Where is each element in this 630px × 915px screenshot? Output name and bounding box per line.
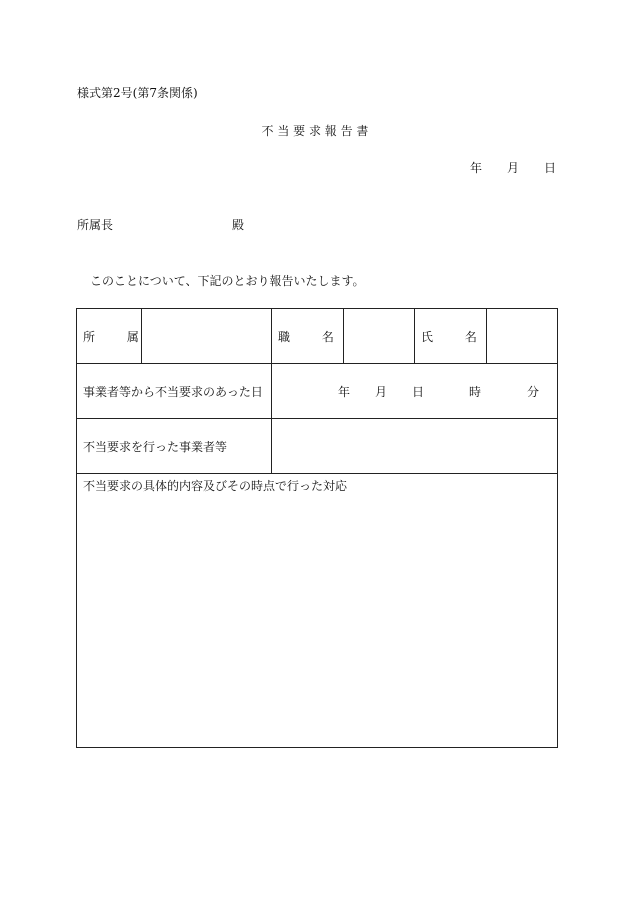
form-number: 様式第2号(第7条関係) <box>77 86 198 100</box>
affiliation-label-cell <box>77 309 153 364</box>
month-unit: 月 <box>507 161 520 175</box>
addressee-line <box>77 218 245 232</box>
name-label-cell <box>415 309 491 364</box>
year-unit: 年 <box>470 161 483 175</box>
details-label: 不当要求の具体的内容及びその時点で行った対応 <box>83 479 348 493</box>
datetime-input-cell[interactable] <box>272 364 558 419</box>
affiliation-input-cell[interactable] <box>142 309 272 364</box>
dt-month-unit: 月 <box>375 384 388 399</box>
job-title-input-cell[interactable] <box>344 309 415 364</box>
name-input-cell[interactable] <box>487 309 558 364</box>
addressee-label: 所属長 <box>77 218 114 232</box>
dt-minute-unit: 分 <box>527 384 540 399</box>
business-label: 不当要求を行った事業者等 <box>83 439 228 454</box>
datetime-label: 事業者等から不当要求のあった日 <box>83 384 263 399</box>
details-cell[interactable] <box>77 474 558 748</box>
business-label-cell <box>77 419 272 474</box>
datetime-label-cell <box>77 364 272 419</box>
report-table <box>76 308 558 748</box>
intro-text: このことについて、下記のとおり報告いたします。 <box>90 274 365 288</box>
job-title-label-cell <box>272 309 348 364</box>
business-input-cell[interactable] <box>272 419 558 474</box>
dt-hour-unit: 時 <box>469 384 482 399</box>
addressee-honorific: 殿 <box>232 218 245 232</box>
name-label: 氏 名 <box>421 329 491 344</box>
day-unit: 日 <box>544 161 557 175</box>
affiliation-label: 所 属 <box>83 329 153 344</box>
document-title: 不 当 要 求 報 告 書 <box>261 124 369 138</box>
report-date-line <box>470 161 556 175</box>
job-title-label: 職 名 <box>278 329 348 344</box>
dt-day-unit: 日 <box>412 384 425 399</box>
dt-year-unit: 年 <box>338 384 351 399</box>
